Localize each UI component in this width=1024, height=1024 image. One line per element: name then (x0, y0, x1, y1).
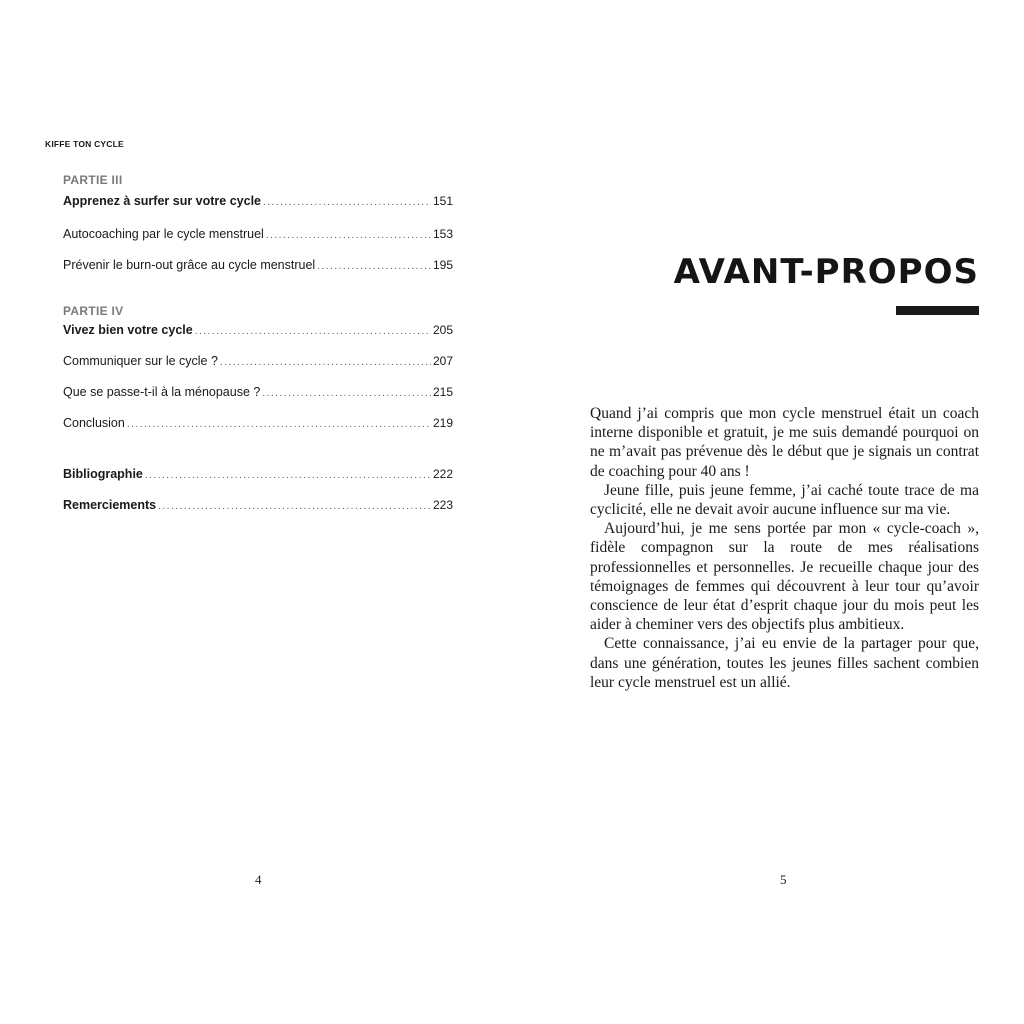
body-text (590, 404, 979, 692)
toc-entry[interactable] (63, 257, 453, 275)
paragraph: Jeune fille, puis jeune femme, j’ai caché toute trace de ma cyclicité, elle ne devait avoir aucune influence sur ma vie. (590, 481, 979, 519)
toc-leader-dots (266, 228, 431, 244)
toc-leader-dots (263, 195, 431, 211)
toc-leader-dots (317, 259, 431, 275)
toc-leader-dots (158, 499, 431, 515)
toc-entry-title: Que se passe-t-il à la ménopause ? (63, 385, 261, 399)
toc-entry-page: 222 (432, 467, 453, 481)
toc-leader-dots (220, 355, 431, 371)
toc-entry[interactable] (63, 353, 453, 371)
toc-entry-title: Autocoaching par le cycle menstruel (63, 227, 264, 241)
toc-entry[interactable] (63, 322, 453, 340)
toc-entry-page: 151 (432, 194, 453, 208)
toc-entry-page: 219 (432, 416, 453, 430)
toc-entry-page: 215 (432, 385, 453, 399)
toc-entry-page: 195 (432, 258, 453, 272)
toc-entry-title: Vivez bien votre cycle (63, 323, 193, 337)
toc-entry-page: 153 (432, 227, 453, 241)
toc-part-label: PARTIE III (63, 173, 123, 187)
toc-entry-page: 205 (432, 323, 453, 337)
toc-entry-title: Conclusion (63, 416, 125, 430)
chapter-title: AVANT-PROPOS (673, 252, 979, 292)
toc-entry[interactable] (63, 466, 453, 484)
toc-leader-dots (195, 324, 431, 340)
toc-entry-title: Bibliographie (63, 467, 143, 481)
toc-entry-page: 207 (432, 354, 453, 368)
toc-entry[interactable] (63, 497, 453, 515)
right-page (512, 0, 1024, 1024)
toc-entry-title: Prévenir le burn-out grâce au cycle menstruel (63, 258, 316, 272)
toc-part-label: PARTIE IV (63, 304, 124, 318)
page-number: 4 (255, 872, 262, 887)
table-of-contents (63, 172, 453, 515)
paragraph: Quand j’ai compris que mon cycle menstruel était un coach interne disponible et gratuit, je me suis demandé pourquoi on ne m’avait pas prévenue dès le début que je signais un contrat de coaching pour 40 ans ! (590, 405, 979, 480)
toc-leader-dots (145, 468, 431, 484)
toc-entry[interactable] (63, 193, 453, 211)
title-rule (896, 306, 979, 315)
toc-leader-dots (262, 386, 431, 402)
toc-entry-title: Remerciements (63, 498, 157, 512)
toc-entry[interactable] (63, 384, 453, 402)
toc-entry[interactable] (63, 226, 453, 244)
page-number: 5 (780, 872, 787, 887)
paragraph: Cette connaissance, j’ai eu envie de la partager pour que, dans une génération, toutes les jeunes filles sachent combien leur cycle menstruel est un allié. (590, 635, 979, 691)
toc-entry-title: Communiquer sur le cycle ? (63, 354, 218, 368)
toc-entry[interactable] (63, 415, 453, 433)
running-head: KIFFE TON CYCLE (45, 139, 124, 149)
toc-entry-page: 223 (432, 498, 453, 512)
toc-leader-dots (127, 417, 431, 433)
paragraph: Aujourd’hui, je me sens portée par mon « cycle-coach », fidèle compagnon sur la route de mes réalisations professionnelles et personnelles. Je recueille chaque jour des témoignages de femmes qui découvrent à leur tour qu’avoir conscience de leur état d’esprit chaque jour du mois peut les aider à cheminer vers des objectifs plus ambitieux. (590, 520, 979, 634)
toc-entry-title: Apprenez à surfer sur votre cycle (63, 194, 261, 208)
